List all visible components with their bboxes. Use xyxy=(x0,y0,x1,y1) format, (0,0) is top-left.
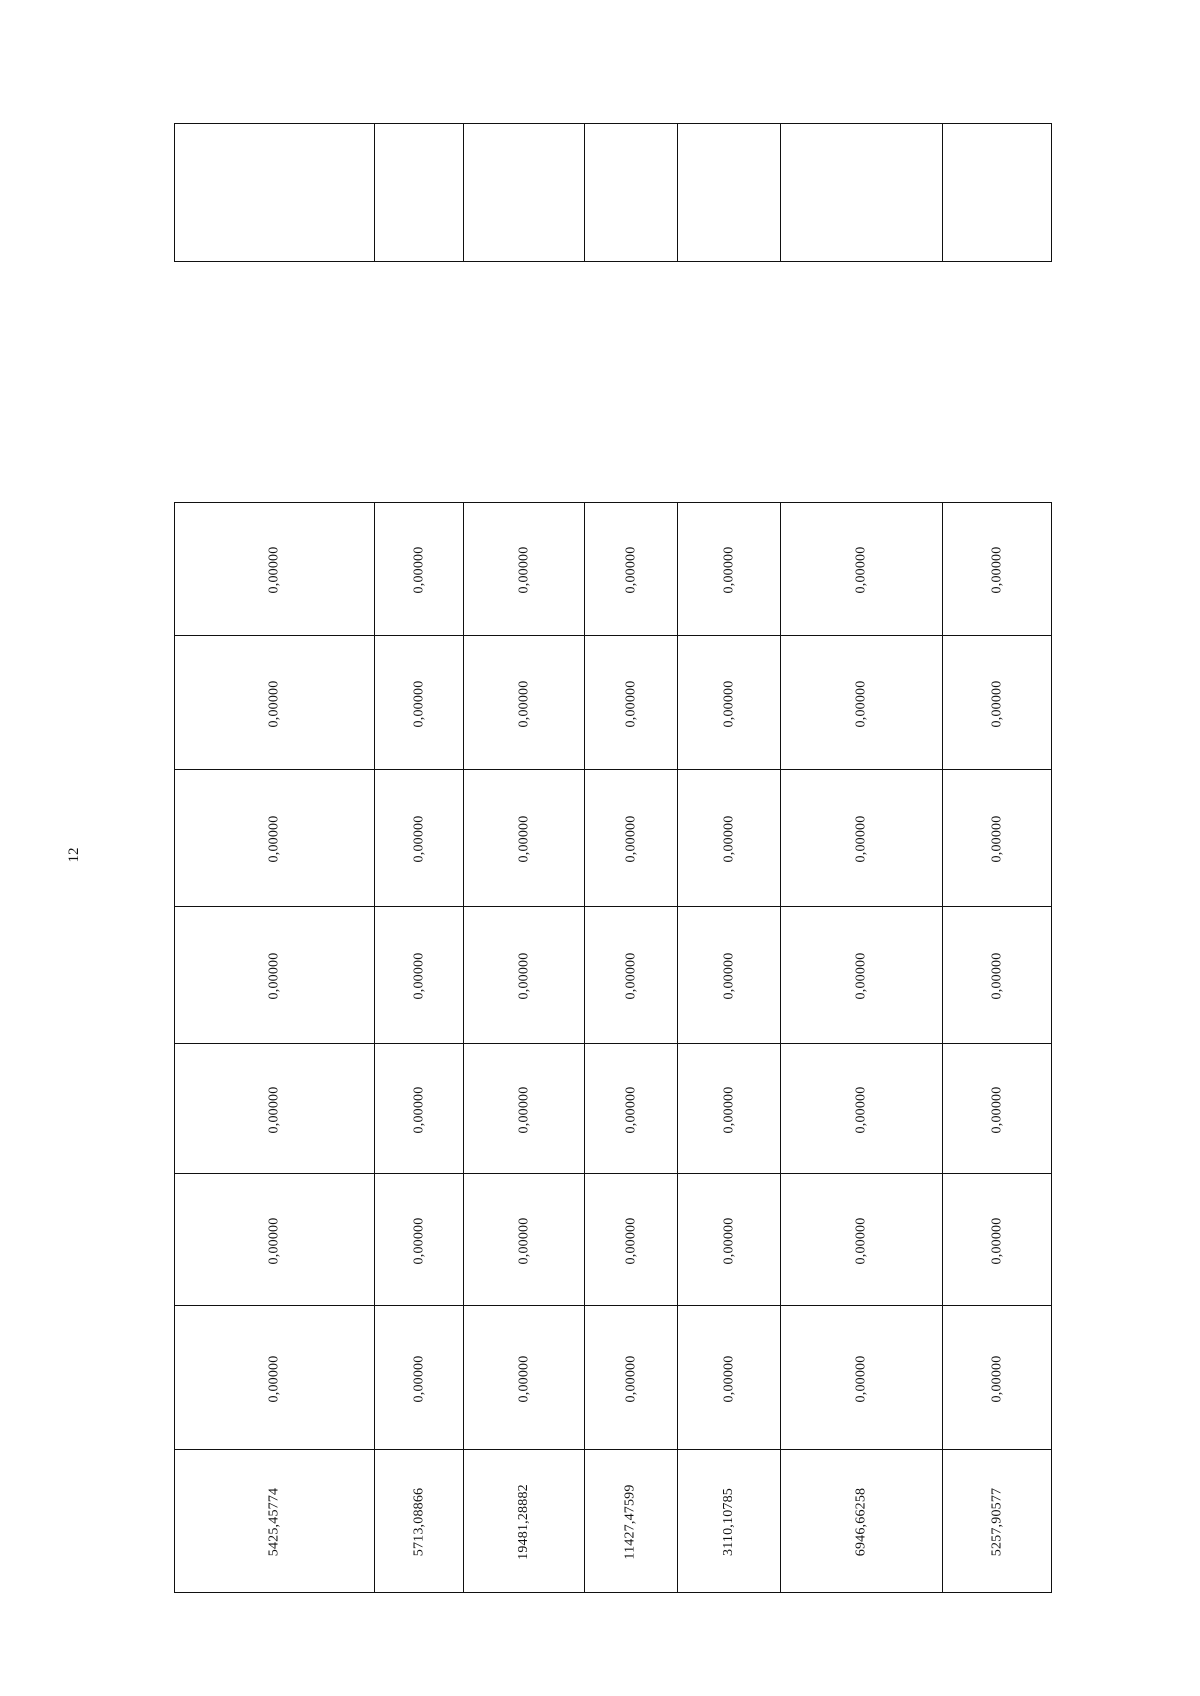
cell-value: 0,00000 xyxy=(266,1217,282,1264)
table-row xyxy=(175,1174,1052,1306)
table-cell xyxy=(375,1450,464,1593)
table-cell xyxy=(781,1044,943,1174)
cell-value: 0,00000 xyxy=(989,1355,1004,1402)
cell-value: 0,00000 xyxy=(623,1217,638,1264)
table-cell xyxy=(678,1306,781,1450)
cell-value: 0,00000 xyxy=(721,546,736,594)
table-cell xyxy=(175,1450,375,1593)
table-row xyxy=(175,503,1052,636)
cell-value: 0,00000 xyxy=(623,952,638,1000)
table-cell xyxy=(464,1306,585,1450)
cell-value: 0,00000 xyxy=(989,815,1004,863)
cell-value: 0,00000 xyxy=(411,815,426,863)
table-cell xyxy=(585,1450,678,1593)
table-cell xyxy=(943,1450,1052,1593)
cell-value: 0,00000 xyxy=(411,680,426,727)
table-cell xyxy=(943,770,1052,907)
cell-value: 0,00000 xyxy=(516,546,531,594)
cell-value: 0,00000 xyxy=(721,815,736,863)
table-cell xyxy=(175,1306,375,1450)
table-cell xyxy=(781,636,943,770)
table-cell xyxy=(375,503,464,636)
table-cell xyxy=(678,770,781,907)
table-cell xyxy=(943,1174,1052,1306)
table-cell xyxy=(464,1174,585,1306)
table-cell xyxy=(781,503,943,636)
cell-value: 0,00000 xyxy=(266,680,282,727)
cell-value: 0,00000 xyxy=(516,952,531,1000)
cell-value: 0,00000 xyxy=(266,1355,282,1402)
cell-value: 0,00000 xyxy=(623,815,638,863)
table-row xyxy=(175,1306,1052,1450)
table-cell xyxy=(175,1174,375,1306)
page-number: 12 xyxy=(66,847,82,863)
header-cell xyxy=(464,124,585,262)
table-cell xyxy=(375,770,464,907)
cell-value: 0,00000 xyxy=(989,1086,1004,1133)
cell-value: 19481,28882 xyxy=(515,1484,531,1560)
cell-value: 0,00000 xyxy=(266,1086,282,1133)
cell-value: 0,00000 xyxy=(721,1355,736,1402)
cell-value: 0,00000 xyxy=(853,952,869,1000)
table-cell xyxy=(943,907,1052,1044)
table-cell xyxy=(464,1044,585,1174)
cell-value: 0,00000 xyxy=(266,546,282,594)
cell-value: 5257,90577 xyxy=(989,1487,1004,1557)
cell-value: 0,00000 xyxy=(516,1217,531,1264)
header-cell xyxy=(175,124,375,262)
cell-value: 0,00000 xyxy=(411,952,426,1000)
cell-value: 0,00000 xyxy=(853,680,869,727)
cell-value: 0,00000 xyxy=(721,1217,736,1264)
table-cell xyxy=(781,1174,943,1306)
table-cell xyxy=(175,636,375,770)
table-cell xyxy=(585,907,678,1044)
table-cell xyxy=(464,770,585,907)
table-row xyxy=(175,1044,1052,1174)
cell-value: 0,00000 xyxy=(721,952,736,1000)
table-cell xyxy=(678,1044,781,1174)
cell-value: 0,00000 xyxy=(411,1217,426,1264)
header-table xyxy=(174,123,1052,262)
table-row xyxy=(175,636,1052,770)
cell-value: 0,00000 xyxy=(623,1355,638,1402)
cell-value: 0,00000 xyxy=(853,546,869,594)
table-cell xyxy=(678,503,781,636)
table-cell xyxy=(678,1174,781,1306)
cell-value: 0,00000 xyxy=(853,815,869,863)
cell-value: 0,00000 xyxy=(516,680,531,727)
cell-value: 0,00000 xyxy=(516,1355,531,1402)
table-cell xyxy=(678,636,781,770)
table-cell xyxy=(781,770,943,907)
cell-value: 0,00000 xyxy=(989,952,1004,1000)
cell-value: 0,00000 xyxy=(516,1086,531,1133)
header-cell xyxy=(585,124,678,262)
cell-value: 6946,66258 xyxy=(853,1487,869,1557)
cell-value: 0,00000 xyxy=(623,1086,638,1133)
table-row xyxy=(175,907,1052,1044)
cell-value: 0,00000 xyxy=(623,546,638,594)
cell-value: 0,00000 xyxy=(853,1355,869,1402)
table-cell xyxy=(464,503,585,636)
cell-value: 3110,10785 xyxy=(720,1488,736,1556)
table-cell xyxy=(375,636,464,770)
table-cell xyxy=(375,1174,464,1306)
header-cell xyxy=(678,124,781,262)
cell-value: 0,00000 xyxy=(516,815,531,863)
header-cell xyxy=(375,124,464,262)
table-cell xyxy=(678,1450,781,1593)
table-cell xyxy=(175,770,375,907)
table-cell xyxy=(375,907,464,1044)
table-cell xyxy=(375,1044,464,1174)
table-cell xyxy=(375,1306,464,1450)
header-cell xyxy=(781,124,943,262)
cell-value: 0,00000 xyxy=(989,546,1004,594)
table-row xyxy=(175,1450,1052,1593)
cell-value: 11427,47599 xyxy=(623,1484,638,1560)
table-cell xyxy=(585,770,678,907)
cell-value: 5425,45774 xyxy=(266,1487,282,1557)
table-cell xyxy=(175,907,375,1044)
cell-value: 5713,08866 xyxy=(411,1487,426,1557)
cell-value: 0,00000 xyxy=(266,952,282,1000)
table-row xyxy=(175,770,1052,907)
cell-value: 0,00000 xyxy=(989,680,1004,727)
table-cell xyxy=(585,636,678,770)
cell-value: 0,00000 xyxy=(411,546,426,594)
table-cell xyxy=(585,503,678,636)
table-cell xyxy=(585,1044,678,1174)
cell-value: 0,00000 xyxy=(623,680,638,727)
header-row xyxy=(175,124,1052,262)
table-cell xyxy=(943,1306,1052,1450)
table-cell xyxy=(585,1174,678,1306)
cell-value: 0,00000 xyxy=(853,1217,869,1264)
cell-value: 0,00000 xyxy=(721,1086,736,1133)
table-cell xyxy=(943,503,1052,636)
data-table xyxy=(174,502,1052,1593)
table-cell xyxy=(464,636,585,770)
table-cell xyxy=(464,907,585,1044)
cell-value: 0,00000 xyxy=(266,815,282,863)
table-cell xyxy=(943,636,1052,770)
table-cell xyxy=(781,1450,943,1593)
cell-value: 0,00000 xyxy=(411,1355,426,1402)
header-cell xyxy=(943,124,1052,262)
table-cell xyxy=(781,907,943,1044)
table-cell xyxy=(175,503,375,636)
cell-value: 0,00000 xyxy=(411,1086,426,1133)
table-cell xyxy=(781,1306,943,1450)
table-cell xyxy=(943,1044,1052,1174)
cell-value: 0,00000 xyxy=(721,680,736,727)
table-cell xyxy=(585,1306,678,1450)
table-cell xyxy=(175,1044,375,1174)
cell-value: 0,00000 xyxy=(989,1217,1004,1264)
table-cell xyxy=(464,1450,585,1593)
cell-value: 0,00000 xyxy=(853,1086,869,1133)
table-cell xyxy=(678,907,781,1044)
